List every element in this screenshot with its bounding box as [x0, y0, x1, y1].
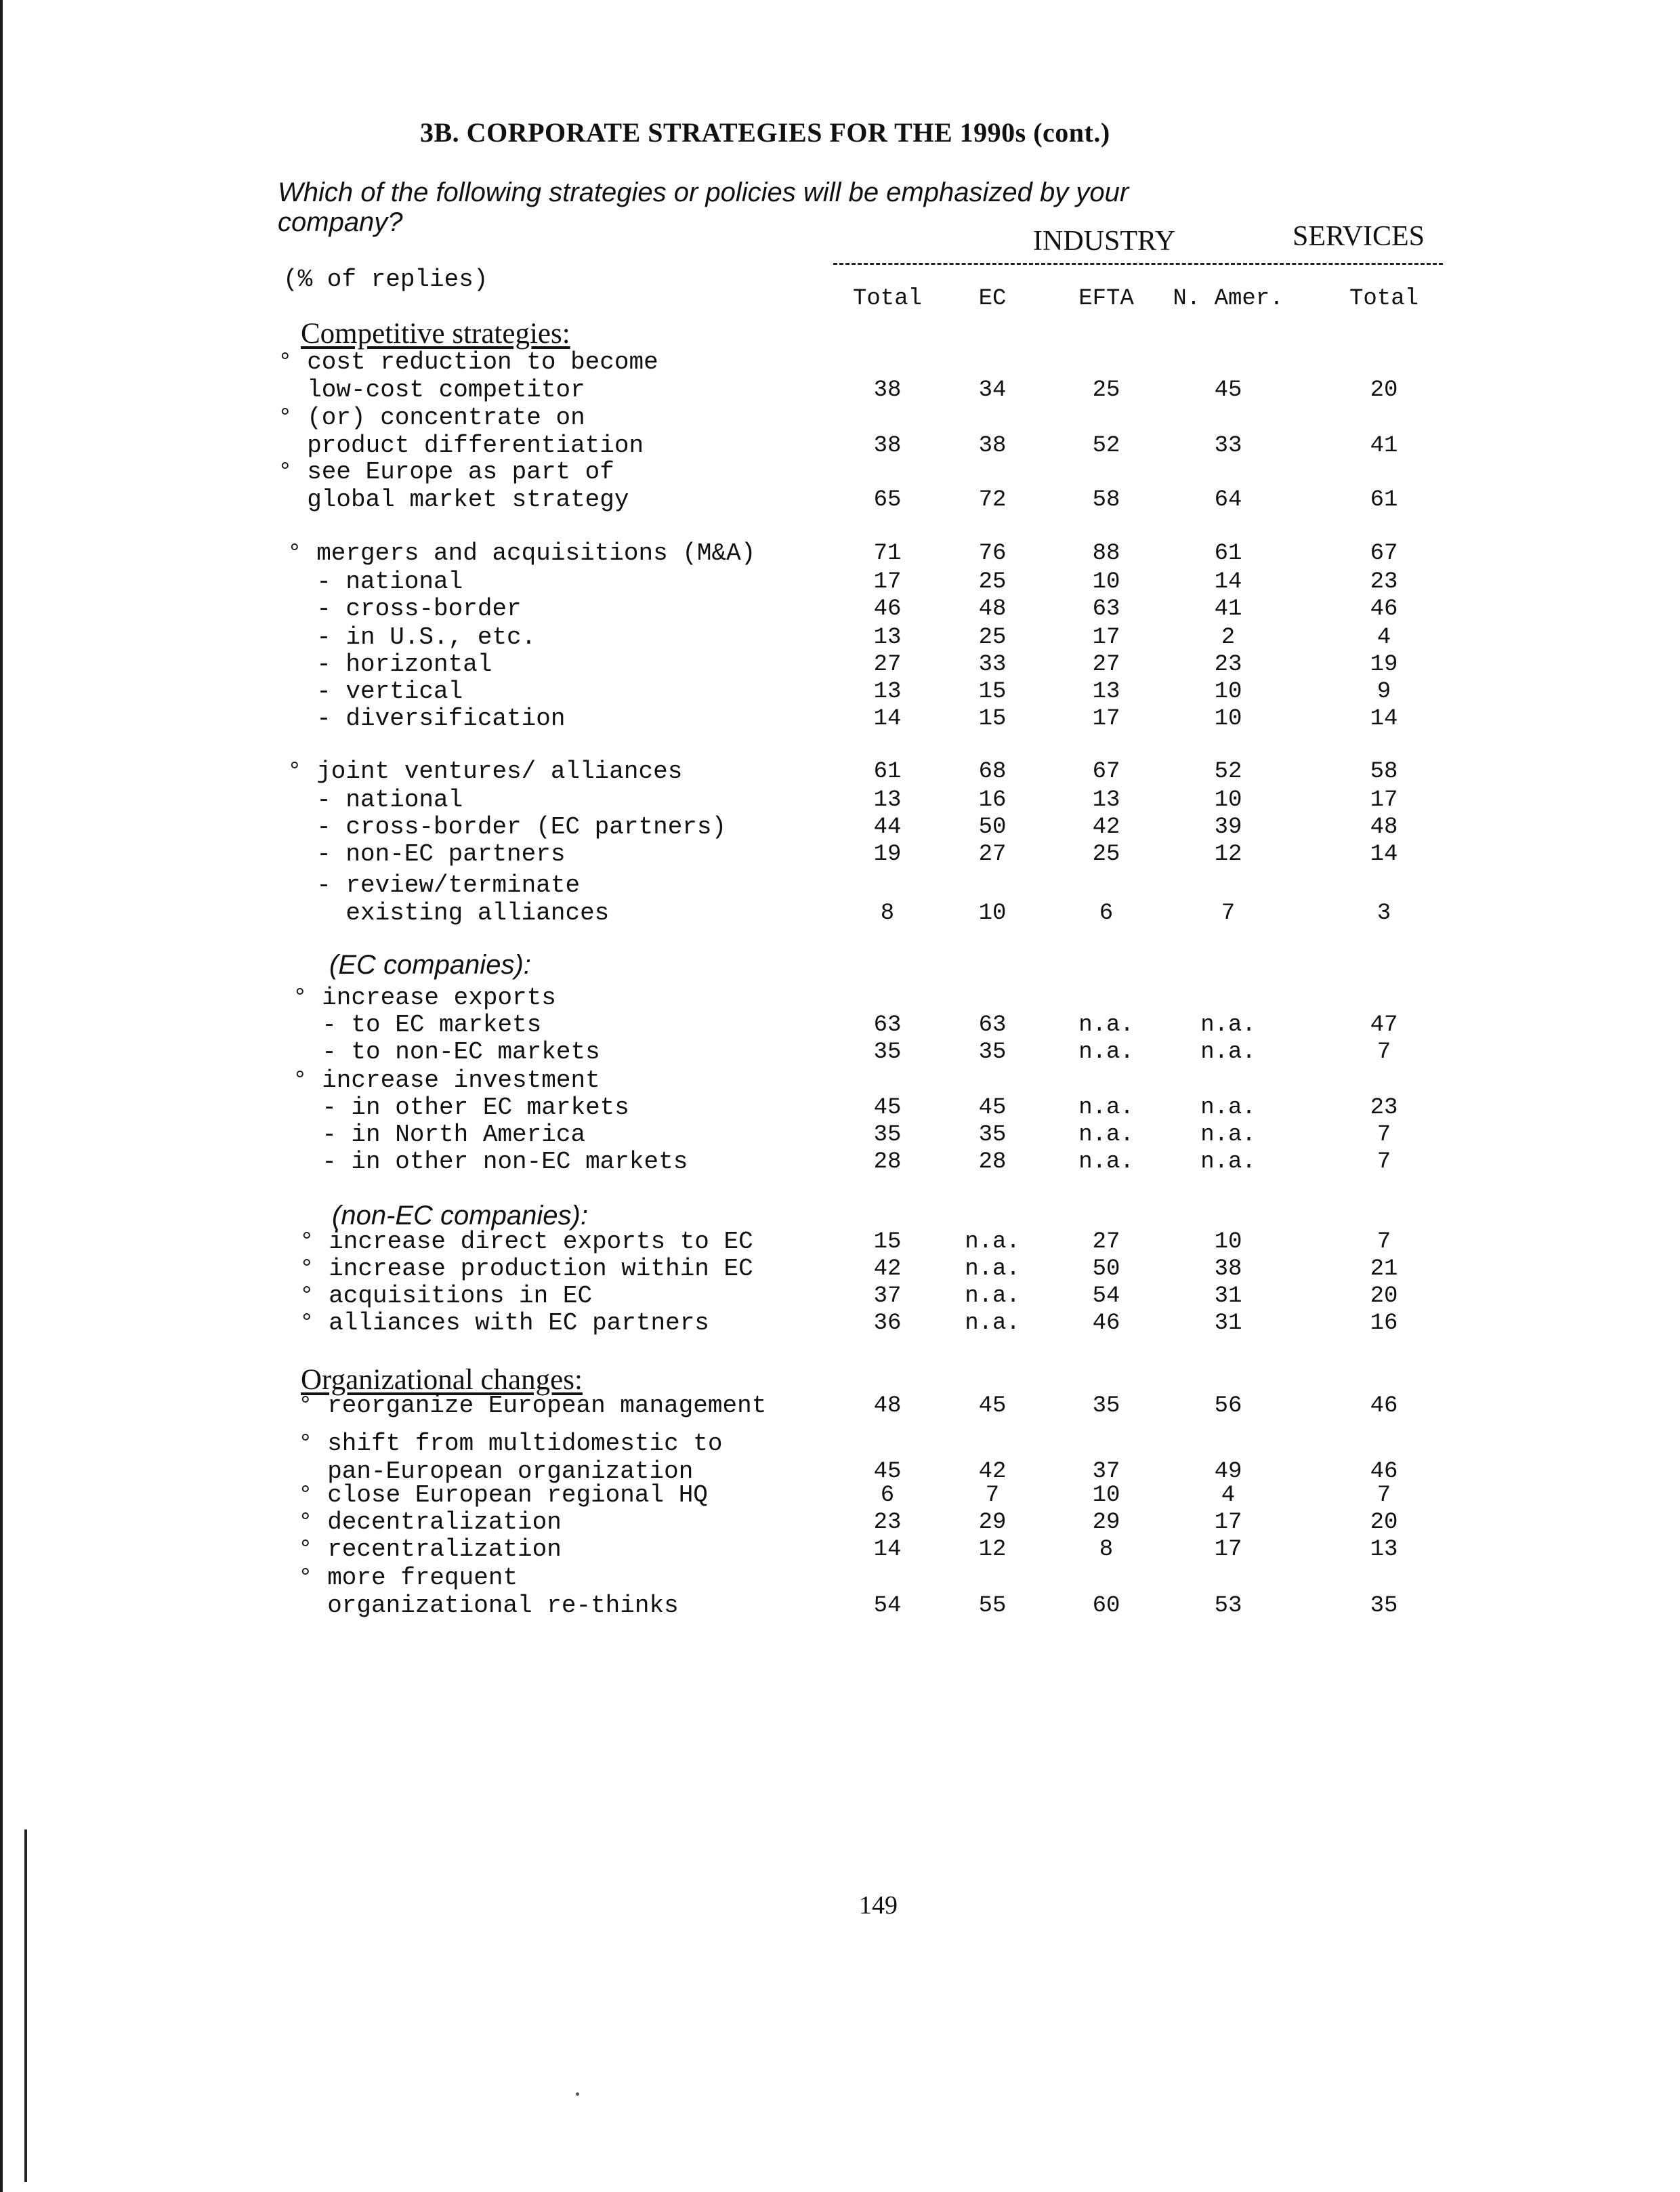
- cell-efta: n.a.: [1078, 1039, 1134, 1065]
- row-label: ° increase investment: [293, 1067, 600, 1094]
- scan-speck: [576, 2092, 579, 2096]
- row-label: ° more frequent organizational re-thinks: [298, 1564, 679, 1619]
- cell-efta: 25: [1092, 377, 1120, 403]
- cell-efta: 17: [1092, 625, 1120, 650]
- row-label: - review/terminate existing alliances: [316, 871, 610, 927]
- cell-ec: 7: [985, 1483, 1000, 1508]
- cell-n-amer: 41: [1214, 596, 1242, 622]
- row-label: - horizontal: [287, 650, 492, 678]
- cell-n-amer: 12: [1214, 842, 1242, 867]
- cell-services-total: 9: [1377, 679, 1391, 705]
- cell-industry-total: 27: [873, 652, 902, 678]
- cell-n-amer: 10: [1214, 679, 1242, 705]
- cell-n-amer: 2: [1221, 625, 1236, 650]
- cell-ec: 25: [978, 569, 1007, 595]
- cell-industry-total: 23: [873, 1510, 902, 1535]
- cell-n-amer: 64: [1214, 487, 1242, 513]
- row-label: - to EC markets: [293, 1011, 542, 1039]
- cell-industry-total: 8: [880, 901, 895, 926]
- cell-n-amer: 17: [1214, 1510, 1242, 1535]
- cell-efta: n.a.: [1078, 1149, 1134, 1175]
- cell-industry-total: 13: [873, 787, 902, 813]
- row-label: - national: [287, 568, 463, 596]
- cell-n-amer: 23: [1214, 652, 1242, 678]
- cell-industry-total: 14: [873, 706, 902, 732]
- cell-efta: 50: [1092, 1256, 1120, 1282]
- column-header-efta: EFTA: [1078, 286, 1134, 312]
- page-edge-line: [0, 0, 3, 2192]
- cell-industry-total: 14: [873, 1537, 902, 1563]
- cell-industry-total: 17: [873, 569, 902, 595]
- cell-industry-total: 46: [873, 596, 902, 622]
- cell-ec: 76: [978, 541, 1007, 566]
- cell-efta: 58: [1092, 487, 1120, 513]
- cell-efta: 13: [1092, 787, 1120, 813]
- cell-n-amer: 53: [1214, 1593, 1242, 1619]
- cell-industry-total: 45: [873, 1459, 902, 1485]
- cell-industry-total: 54: [873, 1593, 902, 1619]
- cell-industry-total: 37: [873, 1283, 902, 1309]
- cell-ec: 45: [978, 1095, 1007, 1121]
- cell-services-total: 13: [1370, 1537, 1398, 1563]
- cell-ec: 68: [978, 759, 1007, 785]
- cell-n-amer: 49: [1214, 1459, 1242, 1485]
- cell-services-total: 67: [1370, 541, 1398, 566]
- column-header-n-amer: N. Amer.: [1173, 286, 1284, 312]
- cell-ec: n.a.: [965, 1310, 1020, 1336]
- cell-industry-total: 38: [873, 433, 902, 459]
- cell-efta: 52: [1092, 433, 1120, 459]
- row-label: ° mergers and acquisitions (M&A): [287, 539, 756, 567]
- cell-industry-total: 71: [873, 541, 902, 566]
- row-label: - in other EC markets: [293, 1094, 629, 1121]
- cell-n-amer: 10: [1214, 706, 1242, 732]
- row-label: ° increase exports: [293, 984, 556, 1012]
- row-label: ° joint ventures/ alliances: [287, 758, 683, 785]
- row-label: - to non-EC markets: [293, 1038, 600, 1066]
- cell-industry-total: 13: [873, 679, 902, 705]
- cell-n-amer: 31: [1214, 1310, 1242, 1336]
- cell-efta: 17: [1092, 706, 1120, 732]
- cell-ec: 72: [978, 487, 1007, 513]
- cell-services-total: 7: [1377, 1229, 1391, 1255]
- survey-question: Which of the following strategies or policies will be emphasized by your company?: [278, 178, 1129, 237]
- row-label: - vertical: [287, 678, 463, 705]
- cell-efta: 6: [1099, 901, 1114, 926]
- cell-services-total: 23: [1370, 1095, 1398, 1121]
- cell-n-amer: 33: [1214, 433, 1242, 459]
- column-header-ec: EC: [978, 286, 1007, 312]
- cell-services-total: 46: [1370, 1459, 1398, 1485]
- cell-n-amer: 45: [1214, 377, 1242, 403]
- row-label: ° decentralization: [298, 1508, 562, 1536]
- cell-ec: 35: [978, 1122, 1007, 1148]
- cell-ec: 25: [978, 625, 1007, 650]
- cell-ec: 29: [978, 1510, 1007, 1535]
- row-label: ° see Europe as part of global market strategy: [278, 458, 629, 514]
- row-label: ° recentralization: [298, 1535, 562, 1563]
- cell-services-total: 4: [1377, 625, 1391, 650]
- cell-efta: 13: [1092, 679, 1120, 705]
- cell-services-total: 14: [1370, 706, 1398, 732]
- cell-n-amer: 31: [1214, 1283, 1242, 1309]
- cell-ec: 34: [978, 377, 1007, 403]
- cell-services-total: 20: [1370, 1510, 1398, 1535]
- cell-efta: 27: [1092, 652, 1120, 678]
- cell-ec: 16: [978, 787, 1007, 813]
- cell-services-total: 21: [1370, 1256, 1398, 1282]
- cell-efta: 88: [1092, 541, 1120, 566]
- unit-label: (% of replies): [283, 266, 488, 293]
- cell-ec: 48: [978, 596, 1007, 622]
- cell-ec: 27: [978, 842, 1007, 867]
- row-label: ° increase direct exports to EC: [299, 1228, 753, 1256]
- cell-industry-total: 28: [873, 1149, 902, 1175]
- cell-n-amer: 52: [1214, 759, 1242, 785]
- cell-n-amer: 56: [1214, 1393, 1242, 1419]
- cell-industry-total: 35: [873, 1122, 902, 1148]
- cell-ec: 63: [978, 1012, 1007, 1038]
- cell-efta: 35: [1092, 1393, 1120, 1419]
- section-subheading-non-ec-companies: (non-EC companies):: [332, 1201, 588, 1231]
- row-label: - non-EC partners: [287, 840, 566, 868]
- scan-edge-mark: [24, 1829, 27, 2182]
- cell-ec: 38: [978, 433, 1007, 459]
- cell-services-total: 7: [1377, 1039, 1391, 1065]
- cell-ec: 12: [978, 1537, 1007, 1563]
- cell-services-total: 7: [1377, 1149, 1391, 1175]
- cell-n-amer: 10: [1214, 787, 1242, 813]
- cell-industry-total: 45: [873, 1095, 902, 1121]
- cell-n-amer: n.a.: [1200, 1149, 1256, 1175]
- cell-services-total: 20: [1370, 1283, 1398, 1309]
- cell-n-amer: 10: [1214, 1229, 1242, 1255]
- cell-industry-total: 19: [873, 842, 902, 867]
- cell-efta: 54: [1092, 1283, 1120, 1309]
- row-label: ° (or) concentrate on product differentiation: [278, 404, 644, 459]
- cell-efta: 25: [1092, 842, 1120, 867]
- cell-services-total: 7: [1377, 1122, 1391, 1148]
- cell-ec: n.a.: [965, 1283, 1020, 1309]
- cell-ec: 50: [978, 814, 1007, 840]
- cell-efta: 46: [1092, 1310, 1120, 1336]
- cell-ec: n.a.: [965, 1256, 1020, 1282]
- cell-services-total: 7: [1377, 1483, 1391, 1508]
- cell-industry-total: 36: [873, 1310, 902, 1336]
- column-header-industry-total: Total: [852, 286, 923, 312]
- cell-ec: 10: [978, 901, 1007, 926]
- cell-ec: 55: [978, 1593, 1007, 1619]
- cell-efta: n.a.: [1078, 1122, 1134, 1148]
- cell-services-total: 3: [1377, 901, 1391, 926]
- cell-efta: n.a.: [1078, 1095, 1134, 1121]
- cell-services-total: 35: [1370, 1593, 1398, 1619]
- section-subheading-ec-companies: (EC companies):: [329, 950, 531, 980]
- cell-efta: 8: [1099, 1537, 1114, 1563]
- cell-services-total: 41: [1370, 433, 1398, 459]
- cell-n-amer: 38: [1214, 1256, 1242, 1282]
- cell-ec: 45: [978, 1393, 1007, 1419]
- cell-n-amer: 61: [1214, 541, 1242, 566]
- cell-ec: 28: [978, 1149, 1007, 1175]
- cell-services-total: 20: [1370, 377, 1398, 403]
- cell-efta: 67: [1092, 759, 1120, 785]
- row-label: - in North America: [293, 1121, 586, 1149]
- row-label: - cross-border: [287, 595, 522, 623]
- cell-n-amer: n.a.: [1200, 1122, 1256, 1148]
- cell-services-total: 16: [1370, 1310, 1398, 1336]
- cell-ec: 35: [978, 1039, 1007, 1065]
- header-divider: [833, 263, 1443, 265]
- cell-industry-total: 65: [873, 487, 902, 513]
- cell-efta: 29: [1092, 1510, 1120, 1535]
- row-label: ° shift from multidomestic to pan-European organization: [298, 1430, 723, 1485]
- cell-industry-total: 44: [873, 814, 902, 840]
- row-label: - in U.S., etc.: [287, 623, 537, 651]
- row-label: ° close European regional HQ: [298, 1481, 708, 1509]
- cell-industry-total: 42: [873, 1256, 902, 1282]
- cell-industry-total: 38: [873, 377, 902, 403]
- group-header-services: SERVICES: [1293, 221, 1425, 252]
- cell-efta: 37: [1092, 1459, 1120, 1485]
- cell-services-total: 23: [1370, 569, 1398, 595]
- cell-n-amer: n.a.: [1200, 1012, 1256, 1038]
- group-header-industry: INDUSTRY: [1033, 226, 1176, 257]
- cell-services-total: 46: [1370, 596, 1398, 622]
- section-heading-organizational: Organizational changes:: [301, 1364, 583, 1396]
- row-label: ° reorganize European management: [298, 1392, 767, 1420]
- row-label: ° alliances with EC partners: [299, 1309, 709, 1337]
- cell-efta: 27: [1092, 1229, 1120, 1255]
- row-label: ° acquisitions in EC: [299, 1282, 593, 1310]
- cell-industry-total: 6: [880, 1483, 895, 1508]
- cell-services-total: 19: [1370, 652, 1398, 678]
- cell-ec: n.a.: [965, 1229, 1020, 1255]
- cell-ec: 15: [978, 679, 1007, 705]
- cell-ec: 42: [978, 1459, 1007, 1485]
- cell-industry-total: 35: [873, 1039, 902, 1065]
- cell-n-amer: 14: [1214, 569, 1242, 595]
- cell-industry-total: 13: [873, 625, 902, 650]
- cell-industry-total: 63: [873, 1012, 902, 1038]
- row-label: - in other non-EC markets: [293, 1148, 688, 1176]
- column-header-services-total: Total: [1349, 286, 1419, 312]
- row-label: ° increase production within EC: [299, 1255, 753, 1283]
- cell-efta: 60: [1092, 1593, 1120, 1619]
- cell-n-amer: 7: [1221, 901, 1236, 926]
- row-label: ° cost reduction to become low-cost competitor: [278, 348, 658, 404]
- cell-efta: n.a.: [1078, 1012, 1134, 1038]
- cell-industry-total: 15: [873, 1229, 902, 1255]
- cell-industry-total: 48: [873, 1393, 902, 1419]
- row-label: - cross-border (EC partners): [287, 813, 727, 841]
- cell-efta: 63: [1092, 596, 1120, 622]
- cell-services-total: 46: [1370, 1393, 1398, 1419]
- cell-industry-total: 61: [873, 759, 902, 785]
- cell-n-amer: n.a.: [1200, 1095, 1256, 1121]
- cell-services-total: 17: [1370, 787, 1398, 813]
- cell-n-amer: n.a.: [1200, 1039, 1256, 1065]
- cell-n-amer: 17: [1214, 1537, 1242, 1563]
- cell-efta: 10: [1092, 1483, 1120, 1508]
- page-title: 3B. CORPORATE STRATEGIES FOR THE 1990s (cont.): [420, 117, 1110, 148]
- cell-efta: 10: [1092, 569, 1120, 595]
- cell-services-total: 14: [1370, 842, 1398, 867]
- cell-services-total: 61: [1370, 487, 1398, 513]
- row-label: - diversification: [287, 705, 566, 732]
- row-label: - national: [287, 786, 463, 814]
- cell-ec: 33: [978, 652, 1007, 678]
- section-heading-competitive: Competitive strategies:: [301, 318, 570, 350]
- cell-services-total: 58: [1370, 759, 1398, 785]
- cell-n-amer: 39: [1214, 814, 1242, 840]
- cell-ec: 15: [978, 706, 1007, 732]
- cell-services-total: 48: [1370, 814, 1398, 840]
- cell-efta: 42: [1092, 814, 1120, 840]
- page-number: 149: [859, 1891, 898, 1920]
- cell-n-amer: 4: [1221, 1483, 1236, 1508]
- cell-services-total: 47: [1370, 1012, 1398, 1038]
